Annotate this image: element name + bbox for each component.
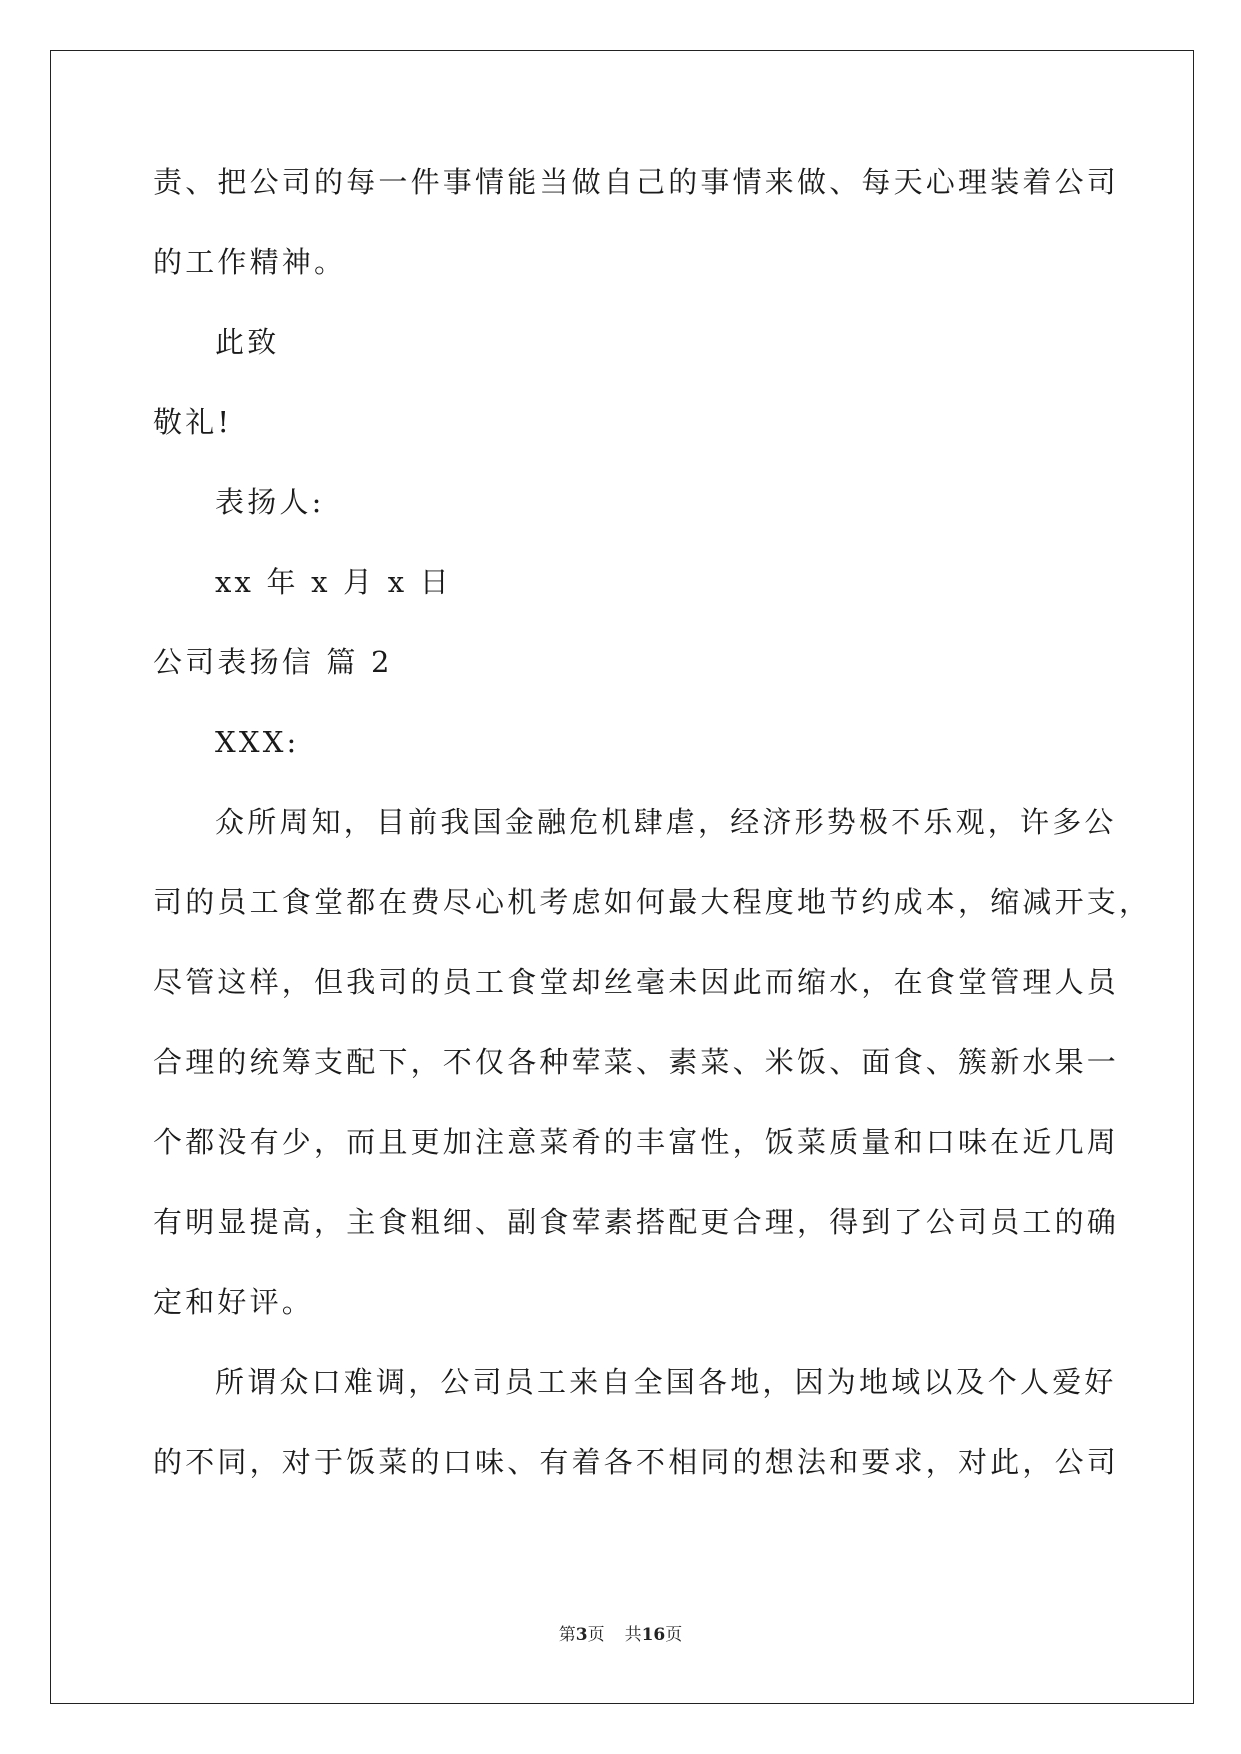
page-current: 3 bbox=[575, 1625, 588, 1645]
text-line: 个都没有少，而且更加注意菜肴的丰富性，饭菜质量和口味在近几周 bbox=[153, 1125, 1120, 1159]
text-line: 的不同，对于饭菜的口味、有着各不相同的想法和要求，对此，公司 bbox=[153, 1445, 1120, 1479]
date-line: xx 年 x 月 x 日 bbox=[215, 565, 452, 599]
recipient-line: XXX: bbox=[215, 725, 300, 759]
total-prefix: 共 bbox=[624, 1625, 642, 1645]
page-suffix: 页 bbox=[587, 1625, 605, 1645]
total-suffix: 页 bbox=[665, 1625, 683, 1645]
section-heading: 公司表扬信 篇 2 bbox=[153, 645, 393, 679]
page-prefix: 第 bbox=[558, 1625, 576, 1645]
text-line: 合理的统筹支配下，不仅各种荤菜、素菜、米饭、面食、簇新水果一 bbox=[153, 1045, 1120, 1079]
text-line: 有明显提高，主食粗细、副食荤素搭配更合理，得到了公司员工的确 bbox=[153, 1205, 1120, 1239]
text-line: 的工作精神。 bbox=[153, 245, 347, 279]
text-line: 尽管这样，但我司的员工食堂却丝毫未因此而缩水，在食堂管理人员 bbox=[153, 965, 1120, 999]
text-line: 所谓众口难调，公司员工来自全国各地，因为地域以及个人爱好 bbox=[215, 1365, 1117, 1399]
text-line: 司的员工食堂都在费尽心机考虑如何最大程度地节约成本，缩减开支， bbox=[153, 885, 1152, 919]
closing-salutation: 此致 bbox=[215, 325, 280, 359]
signature-label: 表扬人: bbox=[215, 485, 325, 519]
closing-regards: 敬礼! bbox=[153, 405, 233, 439]
page-footer bbox=[0, 1620, 1241, 1645]
text-line: 责、把公司的每一件事情能当做自己的事情来做、每天心理装着公司 bbox=[153, 165, 1120, 199]
text-line: 定和好评。 bbox=[153, 1285, 315, 1319]
page-total: 16 bbox=[641, 1625, 666, 1645]
text-line: 众所周知，目前我国金融危机肆虐，经济形势极不乐观，许多公 bbox=[215, 805, 1117, 839]
